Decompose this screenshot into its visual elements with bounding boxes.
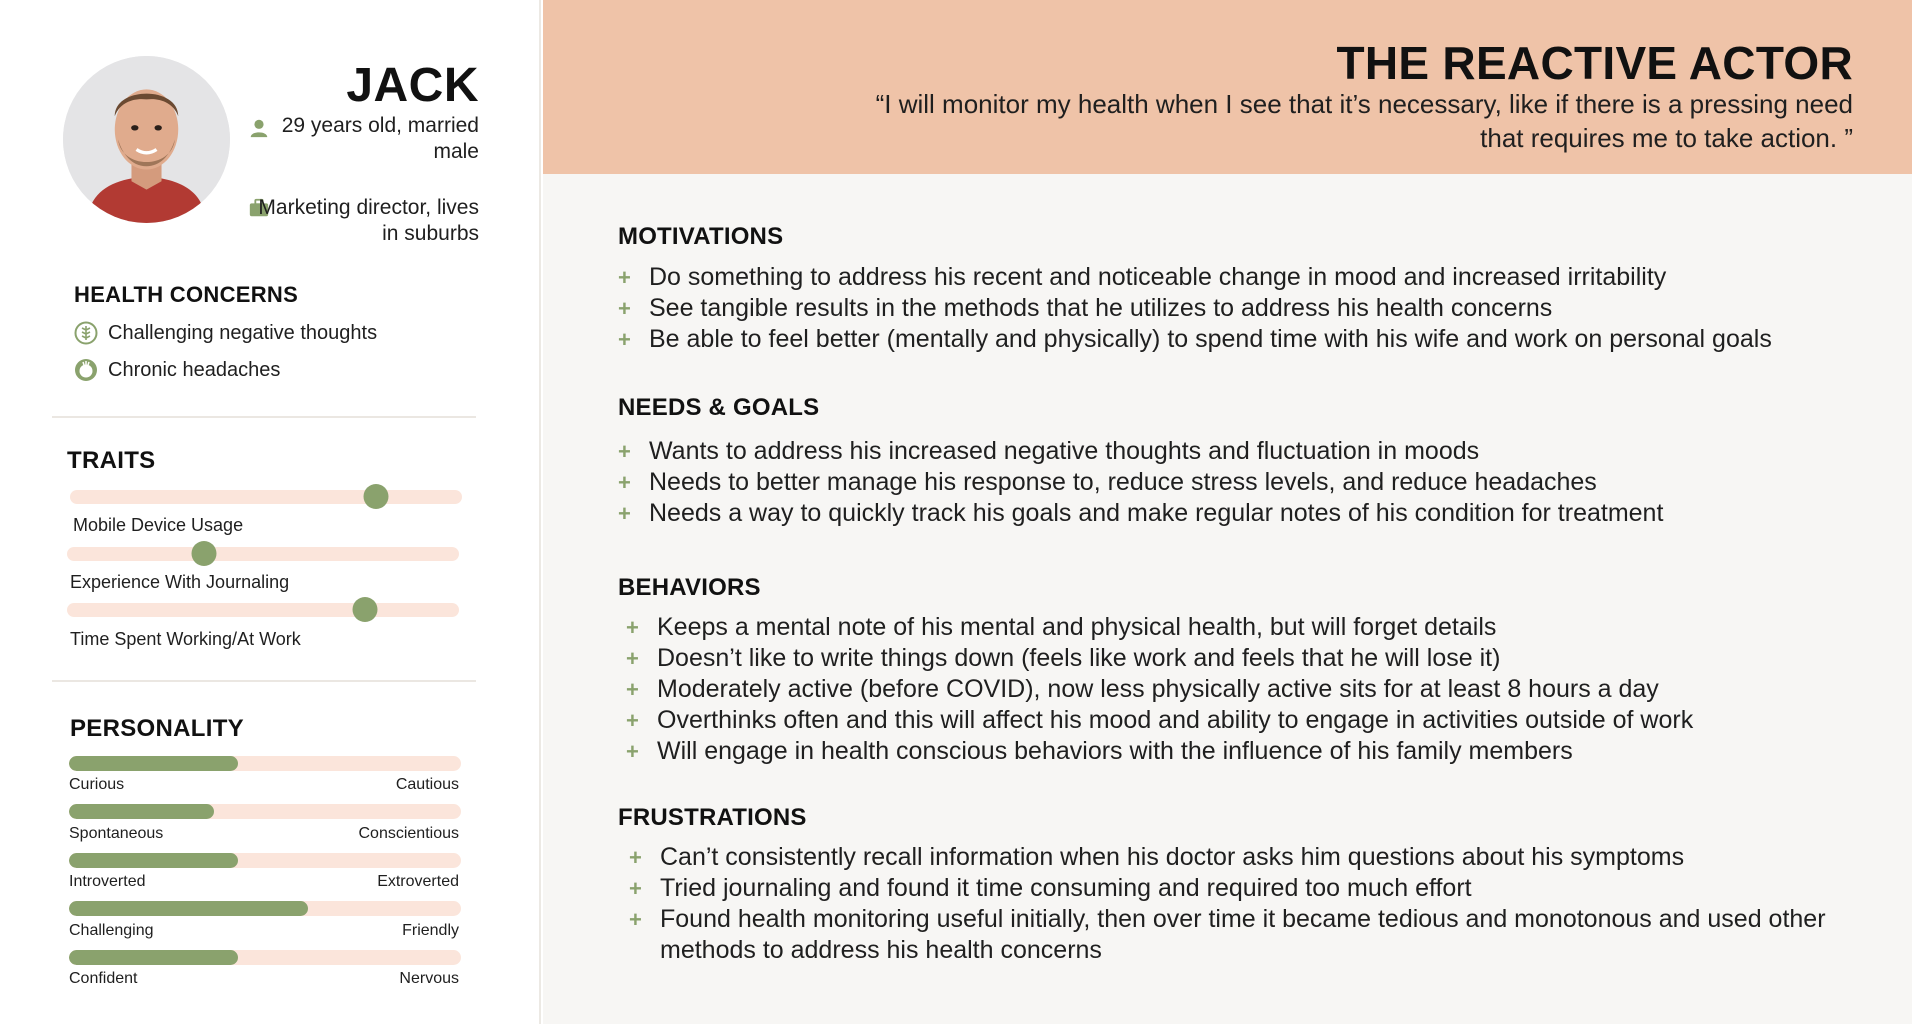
personality-fill: [69, 853, 238, 868]
persona-details: [543, 0, 1912, 1024]
persona-header: [543, 0, 1912, 174]
personality-right-label: Friendly: [402, 922, 459, 939]
list-item: [626, 736, 1693, 767]
persona-name: JACK: [346, 59, 479, 112]
list-item-text: Doesn’t like to write things down (feels like work and feels that he will lose it): [657, 644, 1501, 672]
list-item: [618, 293, 1772, 324]
behaviors-title: BEHAVIORS: [618, 574, 761, 601]
plus-icon: +: [618, 327, 631, 352]
personality-right-label: Extroverted: [377, 873, 459, 890]
personality-left-label: Confident: [69, 970, 138, 987]
trait-knob: [352, 597, 377, 622]
list-item-text: Wants to address his increased negative thoughts and fluctuation in moods: [649, 437, 1480, 465]
motivations-list: [618, 262, 1772, 355]
health-concern-label: Challenging negative thoughts: [108, 321, 378, 344]
list-item-text: Keeps a mental note of his mental and physical health, but will forget details: [657, 613, 1497, 641]
trait-knob: [363, 484, 388, 509]
list-item-text: Do something to address his recent and noticeable change in mood and increased irritability: [649, 263, 1667, 291]
persona-archetype-title: THE REACTIVE ACTOR: [1336, 37, 1853, 89]
list-item-text: Moderately active (before COVID), now less physically active sits for at least 8 hours a day: [657, 675, 1659, 703]
list-item: [618, 467, 1663, 498]
list-item: [629, 904, 1879, 966]
list-item-text: Needs to better manage his response to, reduce stress levels, and reduce headaches: [649, 468, 1597, 496]
trait-label: Experience With Journaling: [70, 572, 290, 592]
age-info: 29 years old, married male: [281, 114, 479, 163]
head-pain-icon: [74, 358, 98, 382]
personality-bar-curious: [69, 756, 461, 771]
list-item: [618, 498, 1663, 529]
trait-label: Time Spent Working/At Work: [70, 629, 301, 649]
personality-fill: [69, 804, 214, 819]
trait-knob: [192, 541, 217, 566]
personality-title: PERSONALITY: [70, 715, 244, 742]
frustrations-list: [629, 842, 1879, 966]
brain-icon: [74, 321, 98, 345]
personality-right-label: Conscientious: [358, 825, 459, 842]
plus-icon: +: [618, 265, 631, 290]
avatar: [63, 56, 230, 223]
persona-quote: “I will monitor my health when I see that it’s necessary, like if there is a pressing need that requires me to take action. ”: [875, 89, 1853, 153]
plus-icon: +: [626, 708, 639, 733]
needs-goals-list: [618, 436, 1663, 529]
personality-bar-challenging: [69, 901, 461, 916]
list-item-text: Tried journaling and found it time consuming and required too much effort: [660, 874, 1472, 902]
plus-icon: +: [626, 677, 639, 702]
personality-bar-spontaneous: [69, 804, 461, 819]
personality-fill: [69, 950, 238, 965]
personality-bar-confident: [69, 950, 461, 965]
personality-left-label: Curious: [69, 776, 125, 793]
list-item: [626, 705, 1693, 736]
trait-slider-mobile: [70, 490, 462, 504]
personality-left-label: Introverted: [69, 873, 146, 890]
personality-fill: [69, 756, 238, 771]
health-concern-item: [74, 358, 280, 382]
list-item: [618, 324, 1772, 355]
personality-right-label: Cautious: [395, 776, 459, 793]
plus-icon: +: [618, 439, 631, 464]
list-item: [626, 643, 1693, 674]
plus-icon: +: [629, 907, 642, 932]
list-item: [626, 674, 1693, 705]
personality-fill: [69, 901, 308, 916]
plus-icon: +: [618, 501, 631, 526]
list-item: [618, 262, 1772, 293]
list-item-text: Will engage in health conscious behaviors with the influence of his family members: [657, 737, 1573, 765]
divider: [52, 416, 476, 418]
trait-label: Mobile Device Usage: [73, 515, 244, 535]
behaviors-list: [626, 612, 1693, 767]
plus-icon: +: [626, 615, 639, 640]
list-item-text: Overthinks often and this will affect his mood and ability to engage in activities outside of work: [657, 706, 1694, 734]
plus-icon: +: [618, 470, 631, 495]
plus-icon: +: [626, 739, 639, 764]
plus-icon: +: [626, 646, 639, 671]
list-item: [629, 842, 1879, 873]
list-item-text: Needs a way to quickly track his goals and make regular notes of his condition for treatment: [649, 499, 1664, 527]
traits-title: TRAITS: [67, 447, 156, 474]
frustrations-title: FRUSTRATIONS: [618, 804, 807, 831]
needs-goals-title: NEEDS & GOALS: [618, 394, 820, 421]
list-item-text: See tangible results in the methods that he utilizes to address his health concerns: [649, 294, 1553, 322]
personality-left-label: Challenging: [69, 922, 154, 939]
list-item-text: Found health monitoring useful initially, then over time it became tedious and monotonous and used other methods to address his health concerns: [660, 905, 1826, 964]
health-concerns-title: HEALTH CONCERNS: [74, 282, 299, 307]
personality-left-label: Spontaneous: [69, 825, 164, 842]
list-item-text: Be able to feel better (mentally and physically) to spend time with his wife and work on personal goals: [649, 325, 1772, 353]
list-item-text: Can’t consistently recall information when his doctor asks him questions about his symptoms: [660, 843, 1685, 871]
persona-sidebar: [0, 0, 541, 1024]
divider: [52, 680, 476, 682]
trait-slider-journaling: [67, 547, 459, 561]
list-item: [629, 873, 1879, 904]
avatar-photo: [63, 56, 230, 223]
plus-icon: +: [618, 296, 631, 321]
job-info: Marketing director, lives in suburbs: [258, 196, 479, 245]
personality-right-label: Nervous: [399, 970, 459, 987]
trait-slider-work: [67, 603, 459, 617]
health-concern-item: [74, 321, 377, 345]
plus-icon: +: [629, 845, 642, 870]
personality-bar-introverted: [69, 853, 461, 868]
health-concern-label: Chronic headaches: [108, 358, 281, 381]
motivations-title: MOTIVATIONS: [618, 223, 784, 250]
list-item: [626, 612, 1693, 643]
list-item: [618, 436, 1663, 467]
plus-icon: +: [629, 876, 642, 901]
